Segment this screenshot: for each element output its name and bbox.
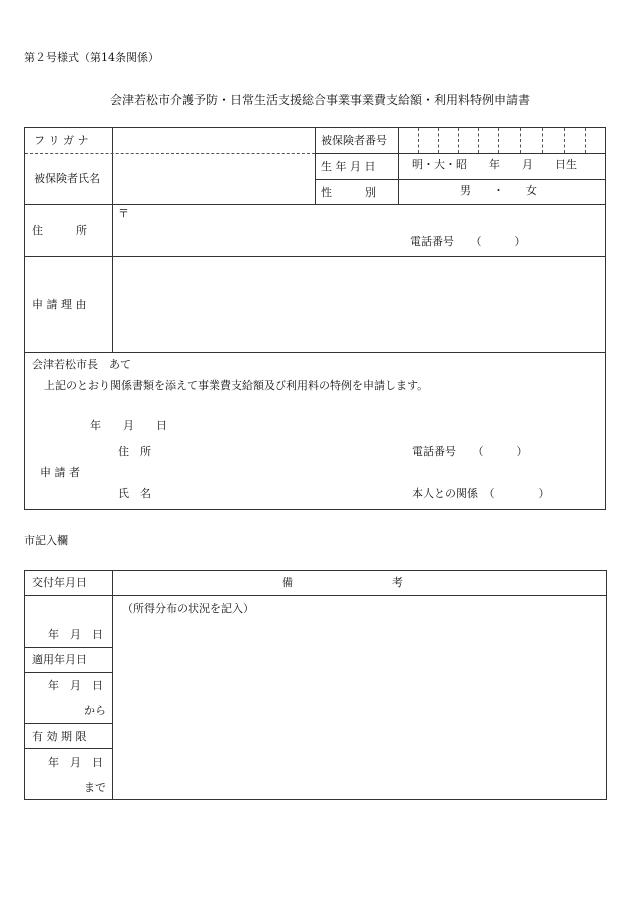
applicant-phone-label: 電話番号 （ ）	[412, 445, 528, 458]
address-label: 住 所	[32, 224, 87, 237]
remarks-field[interactable]	[113, 620, 605, 798]
insured-number-label: 被保険者番号	[321, 134, 387, 147]
declaration-statement: 上記のとおり関係書類を添えて事業費支給額及び利用料の特例を申請します。	[44, 379, 429, 392]
city-section-heading: 市記入欄	[24, 534, 68, 547]
applicant-label: 申 請 者	[40, 466, 80, 479]
form-number: 第２号様式（第14条関係）	[24, 51, 159, 64]
issue-date-value[interactable]: 年 月 日	[48, 628, 103, 641]
reason-field[interactable]	[113, 257, 605, 352]
gender-options[interactable]: 男 ・ 女	[460, 184, 537, 197]
gender-label: 性 別	[321, 186, 376, 199]
phone-label: 電話番号 （ ）	[410, 235, 526, 248]
valid-period-value[interactable]: 年 月 日	[48, 756, 103, 769]
declaration-date[interactable]: 年 月 日	[90, 419, 167, 432]
remarks-label: 備 考	[282, 576, 403, 589]
apply-date-label: 適用年月日	[32, 653, 87, 666]
addressee: 会津若松市長 あて	[32, 358, 131, 371]
birthdate-label: 生 年 月 日	[321, 160, 376, 173]
apply-date-value[interactable]: 年 月 日	[48, 679, 103, 692]
postal-mark: 〒	[118, 207, 129, 220]
applicant-name-label: 氏 名	[118, 487, 151, 500]
applicant-address-label: 住 所	[118, 445, 151, 458]
birthdate-field[interactable]: 明・大・昭 年 月 日生	[412, 158, 577, 171]
until-label: まで	[84, 781, 106, 794]
form-title: 会津若松市介護予防・日常生活支援総合事業事業費支給額・利用料特例申請書	[110, 93, 531, 107]
insured-name-label: 被保険者氏名	[34, 172, 100, 185]
from-label: から	[84, 704, 106, 717]
furigana-label: フ リ ガ ナ	[34, 134, 89, 147]
relation-label: 本人との関係 （ ）	[412, 487, 550, 500]
remarks-note: （所得分布の状況を記入）	[122, 602, 254, 615]
valid-period-label: 有 効 期 限	[32, 730, 87, 743]
issue-date-label: 交付年月日	[32, 576, 87, 589]
reason-label: 申 請 理 由	[32, 298, 87, 311]
